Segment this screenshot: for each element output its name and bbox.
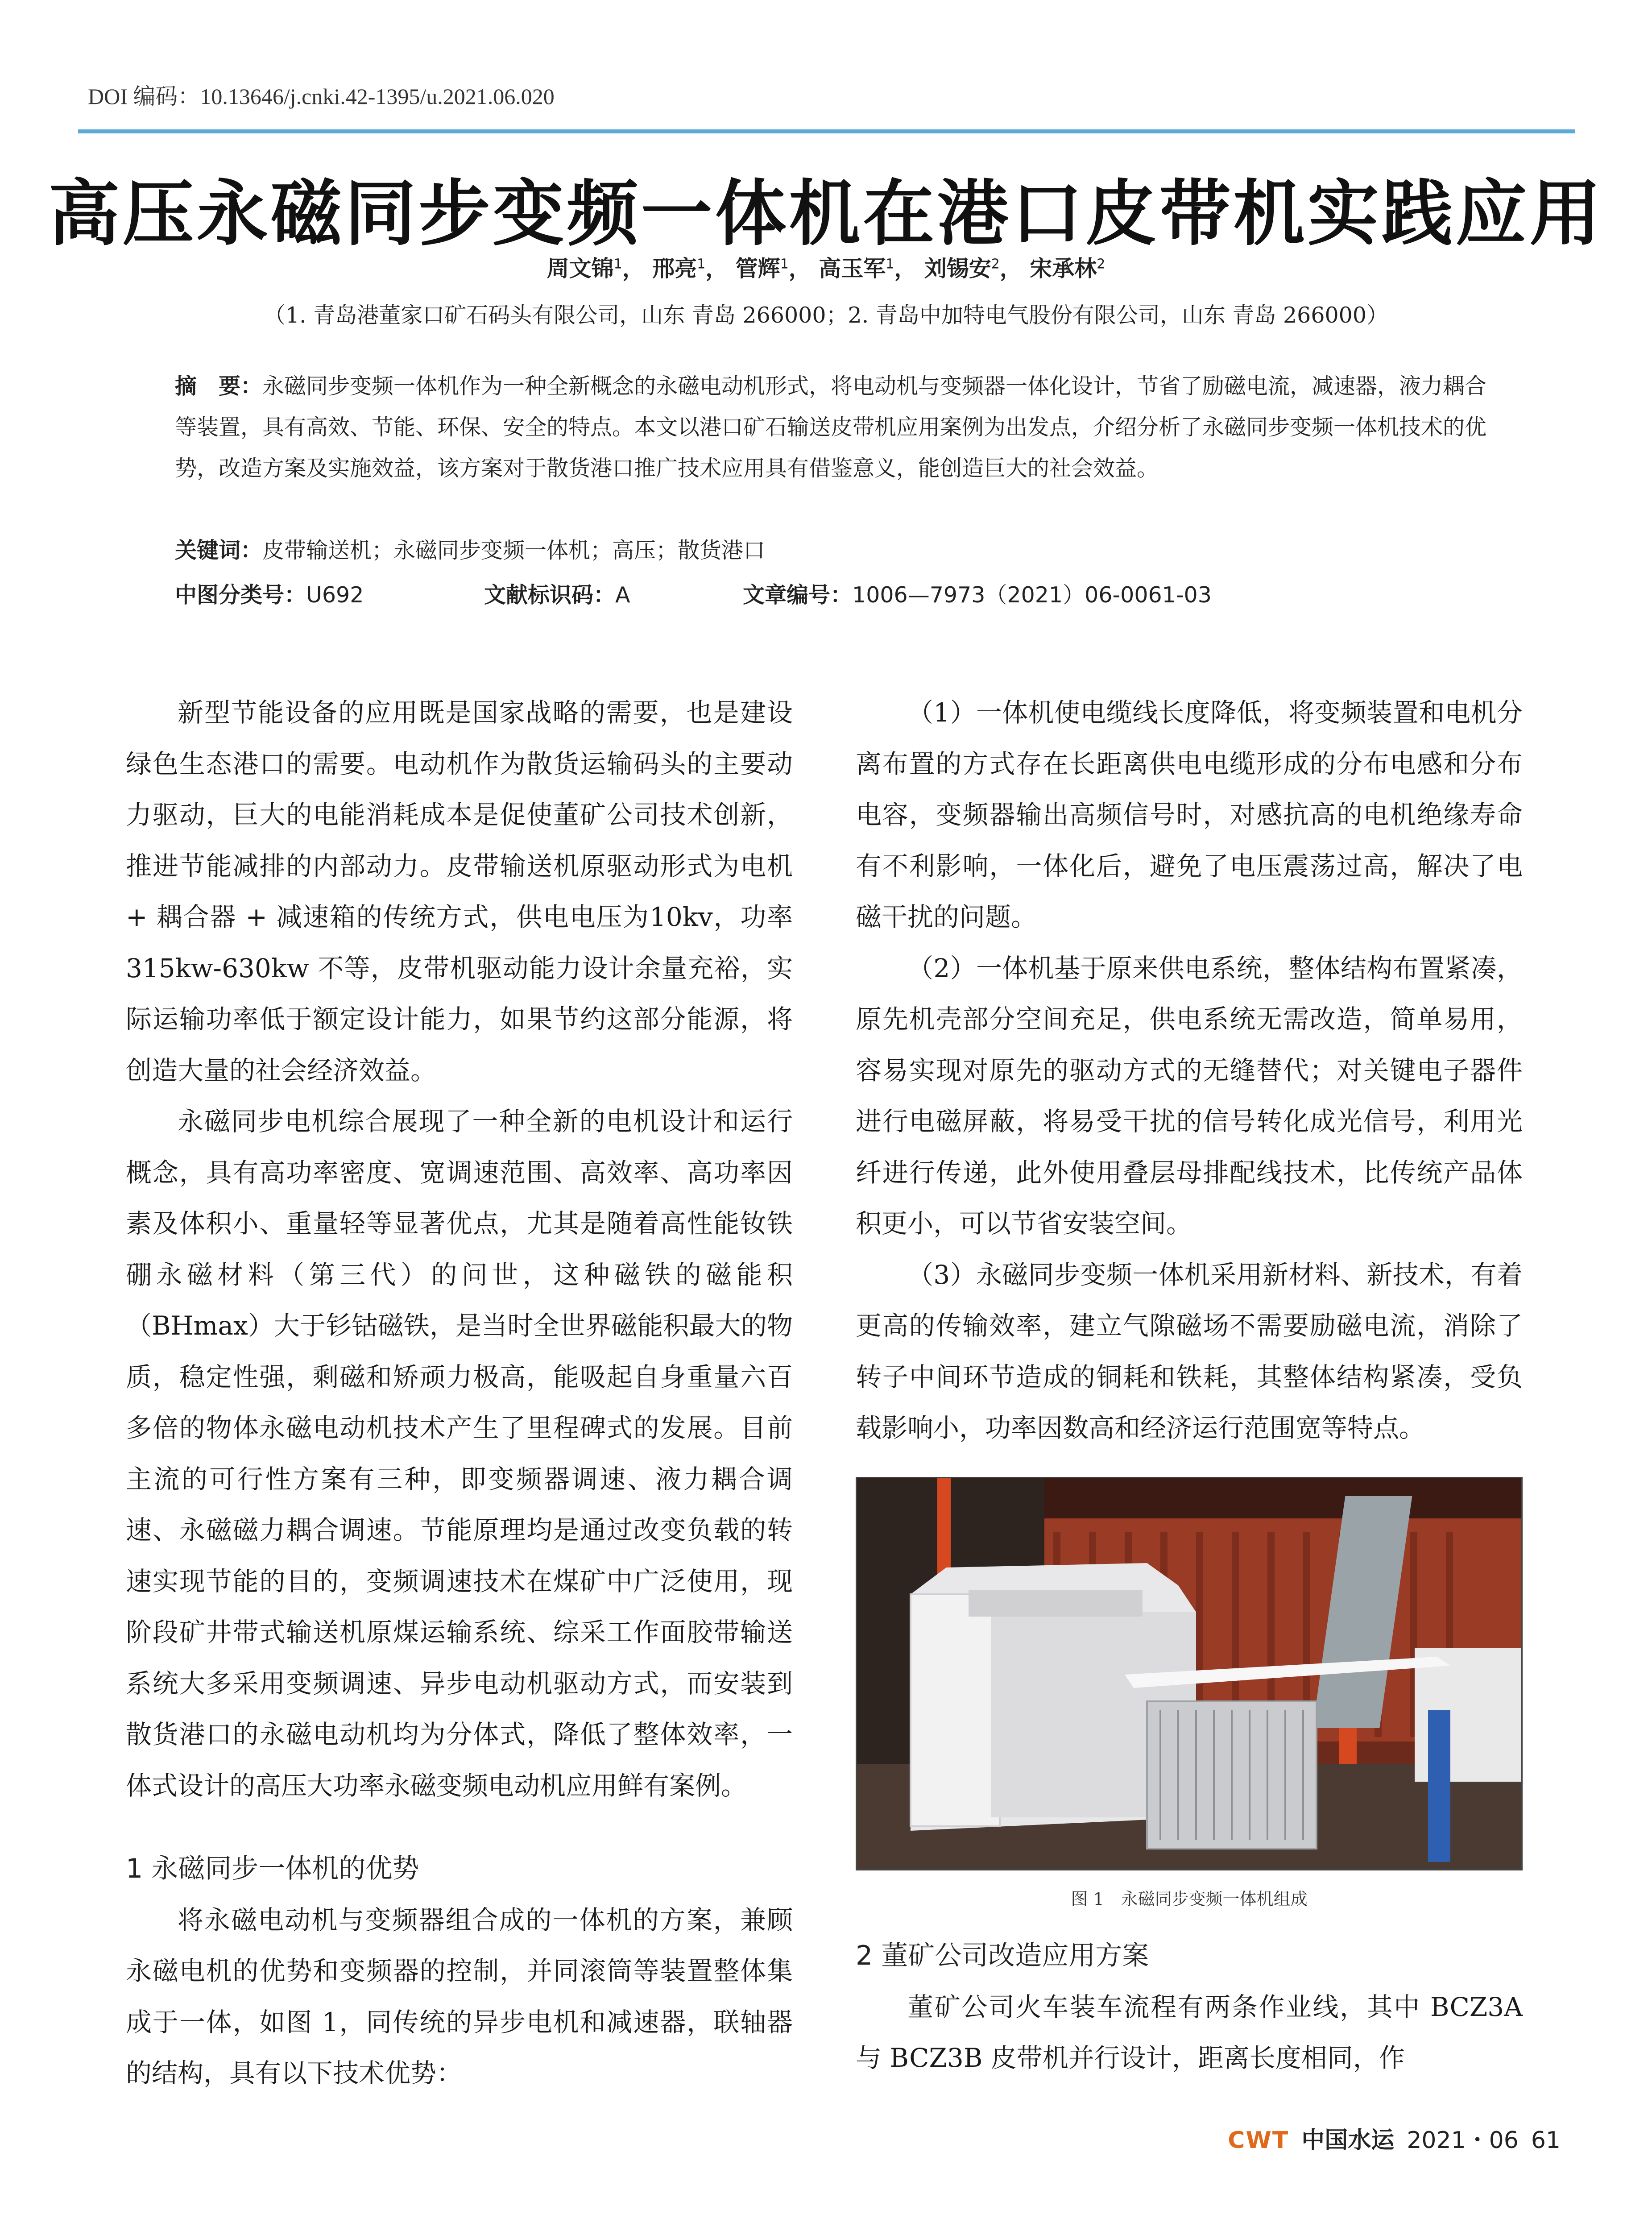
abstract-text: 永磁同步变频一体机作为一种全新概念的永磁电动机形式，将电动机与变频器一体化设计，节省了励磁电流，减速器，液力耦合等装置，具有高效、节能、环保、安全的特点。本文以港口矿石输送皮带机应用案例为出发点，介绍分析了永磁同步变频一体机技术的优势，改造方案及实施效益，该方案对于散货港口推广技术应用具有借鉴意义，能创造巨大的社会效益。: [175, 373, 1487, 481]
journal-name: 中国水运: [1301, 2127, 1395, 2154]
paragraph: 将永磁电动机与变频器组合成的一体机的方案，兼顾永磁电机的优势和变频器的控制，并同滚筒等装置整体集成于一体，如图 1，同传统的异步电机和减速器，联轴器的结构，具有以下技术优势：: [126, 1904, 793, 2088]
clc-value: U692: [306, 582, 364, 608]
author-affil-mark: 1: [697, 256, 706, 272]
article-number-value: 1006—7973（2021）06-0061-03: [852, 582, 1212, 608]
author-affil-mark: 1: [613, 256, 622, 272]
author-affil-mark: 1: [780, 256, 789, 272]
abstract-label: 摘 要：: [175, 373, 263, 399]
abstract: [175, 366, 1491, 489]
document-code-value: A: [615, 582, 630, 608]
header-rule: [78, 129, 1575, 133]
author-name: 周文锦: [547, 256, 614, 282]
author-name: 邢亮: [652, 256, 697, 282]
right-column-bottom: [856, 1930, 1523, 2084]
clc-label: 中图分类号：: [175, 582, 306, 608]
paragraph: 新型节能设备的应用既是国家战略的需要，也是建设绿色生态港口的需要。电动机作为散货运输码头的主要动力驱动，巨大的电能消耗成本是促使董矿公司技术创新，推进节能减排的内部动力。皮带输送机原驱动形式为电机 + 耦合器 + 减速箱的传统方式，供电电压为10kv，功率 315kw-630kw 不等，皮带机驱动能力设计余量充裕，实际运输功率低于额定设计能力，如果节约这部分能源，将创造大量的社会经济效益。: [126, 697, 793, 1086]
document-code-label: 文献标识码：: [484, 582, 616, 608]
figure-photo: [856, 1477, 1523, 1870]
affiliation: （1. 青岛港董家口矿石码头有限公司，山东 青岛 266000；2. 青岛中加特电气股份有限公司，山东 青岛 266000）: [263, 303, 1389, 328]
author-list: 周文锦$^1$， 邢亮$^1$， 管辉$^1$， 高玉军$^1$， 刘锡安$^2$， 宋承林$^2$: [547, 256, 1105, 282]
article-number: [743, 578, 1212, 609]
author-affil-mark: 2: [991, 256, 1000, 272]
motor-photo-illustration: [857, 1478, 1521, 1869]
author-affil-mark: 1: [886, 256, 894, 272]
paragraph: （1）一体机使电缆线长度降低，将变频装置和电机分离布置的方式存在长距离供电电缆形成的分布电感和分布电容，变频器输出高频信号时，对感抗高的电机绝缘寿命有不利影响，一体化后，避免了电压震荡过高，解决了电磁干扰的问题。: [856, 697, 1523, 932]
left-column: [126, 687, 793, 2099]
doi-line: DOI 编码：10.13646/j.cnki.42-1395/u.2021.06.020: [88, 84, 555, 109]
author-name: 刘锡安: [924, 256, 991, 282]
section-heading: 2 董矿公司改造应用方案: [856, 1940, 1149, 1971]
author-affil-mark: 2: [1097, 256, 1105, 272]
page-title: 高压永磁同步变频一体机在港口皮带机实践应用: [48, 171, 1604, 255]
section-heading: 1 永磁同步一体机的优势: [126, 1853, 419, 1884]
keywords: [175, 533, 1491, 564]
right-column-top: [856, 687, 1523, 1454]
page-number: 61: [1531, 2127, 1561, 2154]
paragraph: （2）一体机基于原来供电系统，整体结构布置紧凑，原先机壳部分空间充足，供电系统无需改造，简单易用，容易实现对原先的驱动方式的无缝替代；对关键电子器件进行电磁屏蔽，将易受干扰的信号转化成光信号，利用光纤进行传递，此外使用叠层母排配线技术，比传统产品体积更小，可以节省安装空间。: [856, 953, 1523, 1239]
paragraph: 永磁同步电机综合展现了一种全新的电机设计和运行概念，具有高功率密度、宽调速范围、高效率、高功率因素及体积小、重量轻等显著优点，尤其是随着高性能钕铁硼永磁材料（第三代）的问世，这种磁铁的磁能积（BHmax）大于钐钴磁铁，是当时全世界磁能积最大的物质，稳定性强，剩磁和矫顽力极高，能吸起自身重量六百多倍的物体永磁电动机技术产生了里程碑式的发展。目前主流的可行性方案有三种，即变频器调速、液力耦合调速、永磁磁力耦合调速。节能原理均是通过改变负载的转速实现节能的目的，变频调速技术在煤矿中广泛使用，现阶段矿井带式输送机原煤运输系统、综采工作面胶带输送系统大多采用变频调速、异步电动机驱动方式，而安装到散货港口的永磁电动机均为分体式，降低了整体效率，一体式设计的高压大功率永磁变频电动机应用鲜有案例。: [126, 1106, 793, 1801]
issue-number: 2021・06: [1407, 2127, 1519, 2154]
author-name: 宋承林: [1030, 256, 1097, 282]
article-number-label: 文章编号：: [743, 582, 853, 608]
author-name: 管辉: [735, 256, 780, 282]
document-code: [484, 578, 630, 609]
keywords-text: 皮带输送机；永磁同步变频一体机；高压；散货港口: [262, 538, 766, 563]
paragraph: 董矿公司火车装车流程有两条作业线，其中 BCZ3A 与 BCZ3B 皮带机并行设计，距离长度相同，作: [856, 1991, 1523, 2073]
clc-number: [175, 578, 364, 609]
keywords-label: 关键词：: [175, 538, 263, 563]
page-footer: [1215, 2121, 1561, 2155]
figure-caption: 图 1 永磁同步变频一体机组成: [1071, 1889, 1308, 1909]
paragraph: （3）永磁同步变频一体机采用新材料、新技术，有着更高的传输效率，建立气隙磁场不需要励磁电流，消除了转子中间环节造成的铜耗和铁耗，其整体结构紧凑，受负载影响小，功率因数高和经济运行范围宽等特点。: [856, 1259, 1523, 1443]
author-name: 高玉军: [819, 256, 886, 282]
journal-brand: CWT: [1228, 2127, 1289, 2154]
